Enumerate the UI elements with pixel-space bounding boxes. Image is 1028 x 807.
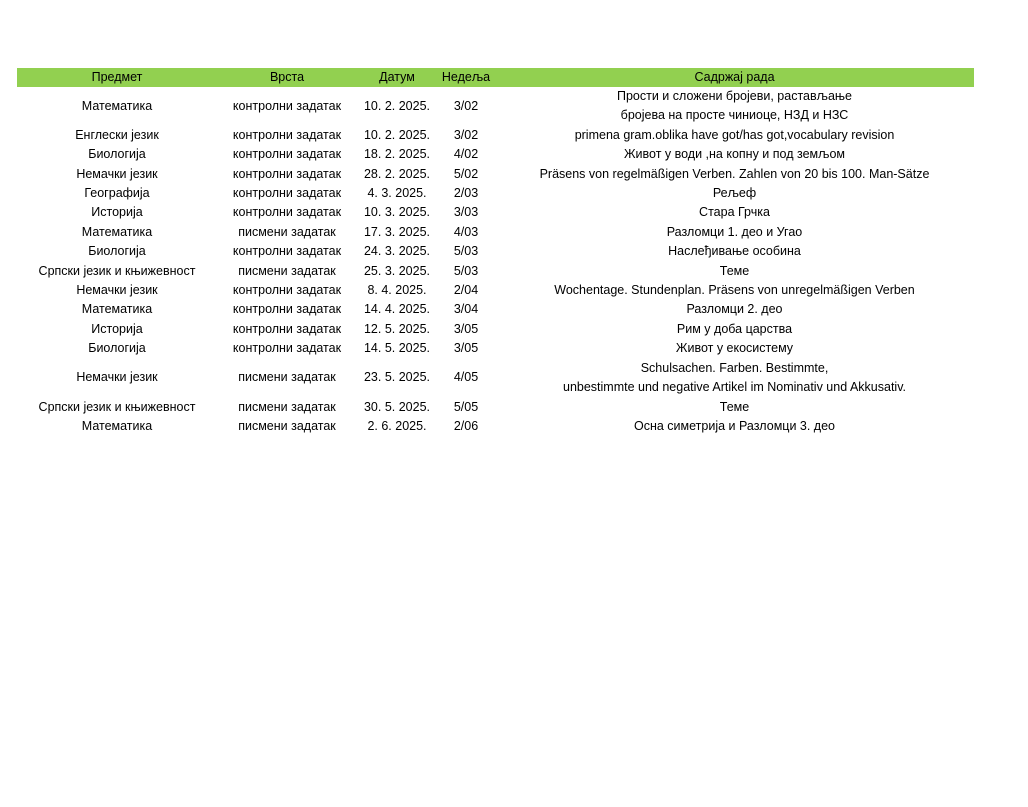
cell-week[interactable]: 3/04: [453, 302, 479, 317]
cell-content[interactable]: [495, 300, 974, 319]
cell-week[interactable]: 2/06: [453, 418, 479, 433]
test-schedule-table: [17, 68, 974, 436]
cell-content-line: Теме: [719, 263, 750, 278]
cell-content-line: Разломци 1. део и Угао: [666, 224, 803, 239]
table-row: [17, 262, 974, 281]
cell-content[interactable]: [495, 320, 974, 339]
cell-content[interactable]: [495, 223, 974, 242]
cell-type[interactable]: контролни задатак: [232, 147, 342, 162]
cell-content-line: Прости и сложени бројеви, растављање: [616, 89, 853, 103]
cell-content-line: Теме: [719, 399, 750, 414]
cell-content[interactable]: [495, 262, 974, 281]
cell-week[interactable]: 3/05: [453, 341, 479, 356]
cell-subject[interactable]: Српски језик и књижевност: [38, 263, 196, 278]
cell-content[interactable]: [495, 359, 974, 398]
table-row: [17, 320, 974, 339]
cell-subject[interactable]: Историја: [91, 321, 143, 336]
cell-week[interactable]: 5/05: [453, 399, 479, 414]
cell-week[interactable]: 3/02: [453, 98, 479, 113]
cell-type[interactable]: контролни задатак: [232, 98, 342, 113]
cell-subject[interactable]: Биологија: [88, 244, 146, 259]
table-row: [17, 184, 974, 203]
cell-content-line: Стара Грчка: [699, 205, 770, 220]
cell-content-line: Рим у доба царства: [676, 321, 793, 336]
cell-subject[interactable]: Српски језик и књижевност: [38, 399, 196, 414]
cell-week[interactable]: 3/02: [453, 127, 479, 142]
cell-date[interactable]: 23. 5. 2025.: [363, 370, 431, 385]
cell-week[interactable]: 2/04: [453, 283, 479, 298]
header-date[interactable]: Датум: [379, 70, 415, 84]
cell-content[interactable]: [495, 417, 974, 436]
cell-content-line: Живот у води ,на копну и под земљом: [624, 147, 845, 162]
cell-date[interactable]: 4. 3. 2025.: [367, 186, 427, 201]
cell-content[interactable]: [495, 398, 974, 417]
cell-type[interactable]: писмени задатак: [238, 370, 336, 385]
table-row: [17, 417, 974, 436]
cell-date[interactable]: 10. 2. 2025.: [363, 98, 431, 113]
cell-subject[interactable]: Немачки језик: [76, 283, 158, 298]
cell-date[interactable]: 2. 6. 2025.: [367, 418, 427, 433]
cell-subject[interactable]: Биологија: [88, 147, 146, 162]
cell-content-line: бројева на просте чиниоце, НЗД и НЗС: [620, 108, 849, 123]
table-row: [17, 242, 974, 261]
cell-date[interactable]: 18. 2. 2025.: [363, 147, 431, 162]
cell-date[interactable]: 25. 3. 2025.: [363, 263, 431, 278]
cell-week[interactable]: 5/03: [453, 263, 479, 278]
cell-content-line: primena gram.oblika have got/has got,vocabulary revision: [574, 127, 895, 142]
cell-subject[interactable]: Историја: [91, 205, 143, 220]
cell-type[interactable]: писмени задатак: [238, 418, 336, 433]
cell-type[interactable]: писмени задатак: [238, 263, 336, 278]
cell-subject[interactable]: Немачки језик: [76, 166, 158, 181]
cell-content-line: Осна симетрија и Разломци 3. део: [634, 418, 835, 433]
cell-week[interactable]: 5/02: [453, 166, 479, 181]
table-row: [17, 203, 974, 222]
table-header-row: [17, 68, 974, 87]
cell-content[interactable]: [495, 203, 974, 222]
table-row: [17, 281, 974, 300]
cell-content-line: Наслеђивање особина: [668, 244, 801, 259]
cell-content-line: Живот у екосистему: [675, 341, 794, 356]
cell-week[interactable]: 4/02: [453, 147, 479, 162]
cell-date[interactable]: 30. 5. 2025.: [363, 399, 431, 414]
cell-type[interactable]: контролни задатак: [232, 341, 342, 356]
table-row: [17, 145, 974, 164]
cell-content-line: unbestimmte und negative Artikel im Nominativ und Akkusativ.: [563, 380, 906, 395]
cell-content-line: Разломци 2. део: [686, 302, 783, 317]
cell-content[interactable]: [495, 145, 974, 164]
header-type[interactable]: Врста: [269, 70, 305, 84]
cell-week[interactable]: 4/03: [453, 224, 479, 239]
cell-type[interactable]: писмени задатак: [238, 399, 336, 414]
cell-subject[interactable]: Немачки језик: [76, 370, 158, 385]
table-row: [17, 300, 974, 319]
cell-subject[interactable]: Математика: [81, 98, 153, 113]
cell-content[interactable]: [495, 126, 974, 145]
cell-week[interactable]: 3/03: [453, 205, 479, 220]
header-subject[interactable]: Предмет: [91, 70, 143, 84]
cell-content-line: Рељеф: [712, 186, 757, 201]
cell-type[interactable]: контролни задатак: [232, 321, 342, 336]
cell-subject[interactable]: Математика: [81, 418, 153, 433]
spreadsheet-area: [17, 68, 974, 436]
table-body: [17, 87, 974, 436]
cell-week[interactable]: 4/05: [453, 370, 479, 385]
cell-subject[interactable]: Биологија: [88, 341, 146, 356]
cell-type[interactable]: контролни задатак: [232, 186, 342, 201]
table-row: [17, 223, 974, 242]
cell-subject[interactable]: Енглески језик: [75, 127, 159, 142]
cell-week[interactable]: 5/03: [453, 244, 479, 259]
table-row: [17, 87, 974, 126]
cell-type[interactable]: контролни задатак: [232, 127, 342, 142]
table-row: [17, 165, 974, 184]
cell-type[interactable]: контролни задатак: [232, 166, 342, 181]
cell-date[interactable]: 14. 4. 2025.: [363, 302, 431, 317]
table-row: [17, 398, 974, 417]
cell-date[interactable]: 17. 3. 2025.: [363, 224, 431, 239]
cell-subject[interactable]: Математика: [81, 302, 153, 317]
header-content[interactable]: Садржај рада: [694, 70, 775, 84]
cell-content[interactable]: [495, 339, 974, 358]
cell-subject[interactable]: Математика: [81, 224, 153, 239]
cell-date[interactable]: 10. 2. 2025.: [363, 127, 431, 142]
cell-content-line: Wochentage. Stundenplan. Präsens von unregelmäßigen Verben: [554, 283, 915, 298]
table-row: [17, 359, 974, 398]
table-row: [17, 339, 974, 358]
cell-date[interactable]: 28. 2. 2025.: [363, 166, 431, 181]
cell-type[interactable]: контролни задатак: [232, 205, 342, 220]
header-week[interactable]: Недеља: [441, 70, 491, 84]
cell-content[interactable]: [495, 87, 974, 126]
cell-week[interactable]: 2/03: [453, 186, 479, 201]
cell-content[interactable]: [495, 281, 974, 300]
cell-type[interactable]: писмени задатак: [238, 224, 336, 239]
cell-type[interactable]: контролни задатак: [232, 244, 342, 259]
cell-content[interactable]: [495, 242, 974, 261]
cell-content-line: Schulsachen. Farben. Bestimmte,: [640, 360, 829, 375]
cell-type[interactable]: контролни задатак: [232, 283, 342, 298]
cell-date[interactable]: 12. 5. 2025.: [363, 321, 431, 336]
table-row: [17, 126, 974, 145]
cell-content-line: Präsens von regelmäßigen Verben. Zahlen von 20 bis 100. Man-Sätze: [539, 166, 930, 181]
cell-type[interactable]: контролни задатак: [232, 302, 342, 317]
cell-content[interactable]: [495, 184, 974, 203]
cell-week[interactable]: 3/05: [453, 321, 479, 336]
cell-date[interactable]: 14. 5. 2025.: [363, 341, 431, 356]
cell-date[interactable]: 24. 3. 2025.: [363, 244, 431, 259]
cell-date[interactable]: 8. 4. 2025.: [367, 283, 427, 298]
cell-subject[interactable]: Географија: [84, 186, 150, 201]
cell-content[interactable]: [495, 165, 974, 184]
cell-date[interactable]: 10. 3. 2025.: [363, 205, 431, 220]
